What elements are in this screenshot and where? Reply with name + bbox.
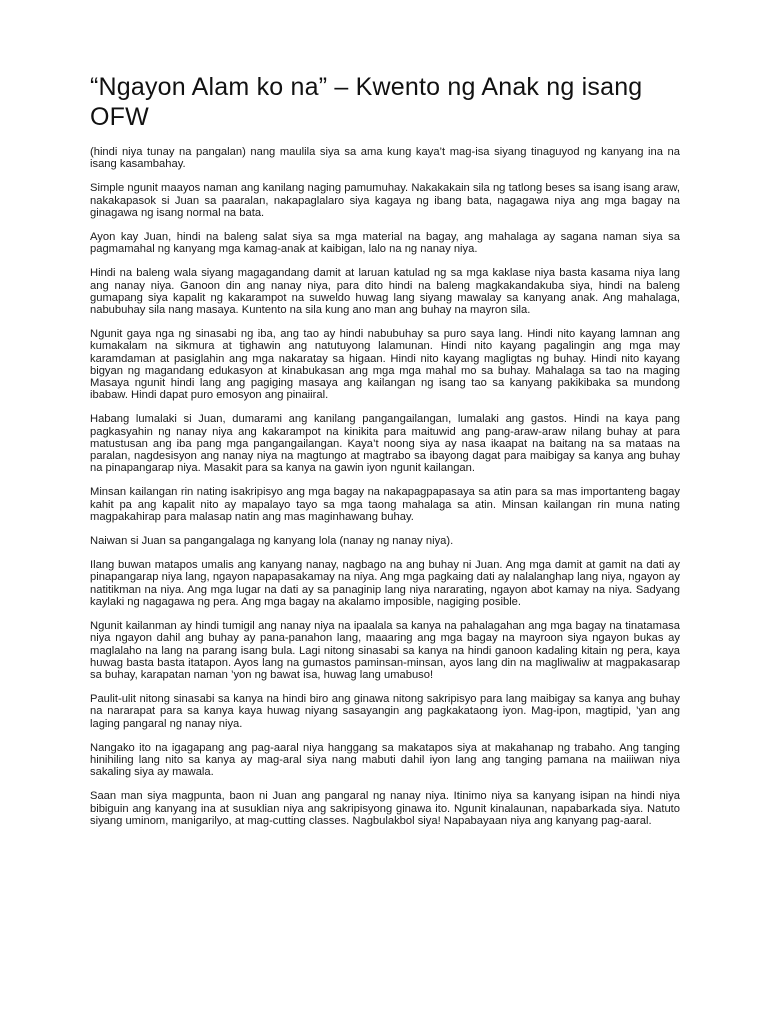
document-body	[90, 146, 680, 827]
paragraph: Saan man siya magpunta, baon ni Juan ang pangaral ng nanay niya. Itinimo niya sa kanyang isipan na hindi niya bibiguin ang kanyang ina at susuklian niya ang sakripisyong ginawa ito. Ngunit kinalaunan, napabarkada siya. Natuto siyang uminom, manigarilyo, at mag-cutting classes. Nagbulakbol siya! Napabayaan niya ang kanyang pag-aaral.	[90, 790, 680, 827]
paragraph: Minsan kailangan rin nating isakripisyo ang mga bagay na nakapagpapasaya sa atin para sa mas importanteng bagay kahit pa ang kapalit nito ay mapalayo tayo sa mga taong mahalaga sa atin. Minsan kailangan rin muna nating magpakahirap para malasap natin ang mas maginhawang buhay.	[90, 486, 680, 523]
paragraph: Paulit-ulit nitong sinasabi sa kanya na hindi biro ang ginawa nitong sakripisyo para lang maibigay sa kanya ang buhay na nararapat para sa kanya kaya huwag niyang sasayangin ang pagkakataong iyon. Mag-ipon, magtipid, ’yan ang laging pangaral ng nanay niya.	[90, 693, 680, 730]
paragraph: Ilang buwan matapos umalis ang kanyang nanay, nagbago na ang buhay ni Juan. Ang mga damit at gamit na dati ay pinapangarap niya lang, ngayon napapasakamay na niya. Ang mga pagkaing dati ay nalalanghap lang niya, ngayon ay natitikman na niya. Ang mga lugar na dati ay sa panaginip lang niya nararating, ngayon abot kamay na niya. Sadyang kaylaki ng nagagawa ng pera. Ang mga bagay na akalamo imposible, nagiging posible.	[90, 559, 680, 608]
document-title: “Ngayon Alam ko na” – Kwento ng Anak ng isang OFW	[90, 73, 643, 131]
paragraph: (hindi niya tunay na pangalan) nang maulila siya sa ama kung kaya’t mag-isa siyang tinaguyod ng kanyang ina na isang kasambahay.	[90, 146, 680, 171]
paragraph: Ngunit gaya nga ng sinasabi ng iba, ang tao ay hindi nabubuhay sa puro saya lang. Hindi nito kayang lamnan ang kumakalam na sikmura at tighawin ang natutuyong lalamunan. Hindi nito kayang pagalingin ang mga may karamdaman at pasiglahin ang mga nakaratay sa higaan. Hindi nito kayang magligtas ng buhay. Hindi nito kayang bigyan ng magandang edukasyon at kinabukasan ang mga mga mahal mo sa buhay. Mahalaga sa tao na maging Masaya ngunit hindi lang ang pagiging masaya ang kailangan ng isang tao sa kanyang pakikibaka sa mundong ibabaw. Hindi dapat puro emosyon ang pinaiiral.	[90, 328, 680, 402]
paragraph: Ngunit kailanman ay hindi tumigil ang nanay niya na ipaalala sa kanya na pahalagahan ang mga bagay na tinatamasa niya ngayon dahil ang buhay ay pana-panahon lang, maaaring ang mga bagay na mayroon siya ngayon bukas ay maglalaho na lang na parang isang bula. Lagi nitong sinasabi sa kanya na hindi ganoon kadaling kitain ng pera, kaya huwag basta basta itatapon. Ayos lang na gumastos paminsan-minsan, ayos lang din na magliwaliw at magpakasarap sa buhay, karapatan naman ’yon ng bawat isa, huwag lang umabuso!	[90, 620, 680, 681]
paragraph: Simple ngunit maayos naman ang kanilang naging pamumuhay. Nakakakain sila ng tatlong beses sa isang isang araw, nakakapasok si Juan sa paaralan, nakapaglalaro siya kagaya ng ibang bata, nagagawa niya ang mga bagay na ginagawa ng isang normal na bata.	[90, 182, 680, 219]
paragraph: Ayon kay Juan, hindi na baleng salat siya sa mga material na bagay, ang mahalaga ay sagana naman siya sa pagmamahal ng kanyang mga kamag-anak at kaibigan, lalo na ng nanay niya.	[90, 231, 680, 256]
paragraph: Nangako ito na igagapang ang pag-aaral niya hanggang sa makatapos siya at makahanap ng trabaho. Ang tanging hinihiling lang nito sa kanya ay mag-aral siya nang mabuti dahil iyon lang ang tanging pamana na maiiiwan niya sakaling siya ay mawala.	[90, 741, 680, 779]
paragraph: Naiwan si Juan sa pangangalaga ng kanyang lola (nanay ng nanay niya).	[90, 535, 454, 548]
paragraph: Hindi na baleng wala siyang magagandang damit at laruan katulad ng sa mga kaklase niya basta kasama niya lang ang nanay niya. Ganoon din ang nanay niya, para dito hindi na baleng magkakandakuba siya, hindi na baleng gumapang siya kapalit ng kakarampot na suweldo huwag lang siyang mawalay sa kanyang anak. Ang mahalaga, nabubuhay sila nang masaya. Kuntento na sila kung ano man ang buhay na mayron sila.	[90, 267, 680, 317]
paragraph: Habang lumalaki si Juan, dumarami ang kanilang pangangailangan, lumalaki ang gastos. Hindi na kaya pang pagkasyahin ng nanay niya ang kakarampot na kinikita para maituwid ang pang-araw-araw nilang buhay at para matustusan ang iba pang mga pangangailangan. Kaya’t noong siya ay nasa ikaapat na baitang na sa mataas na paralan, nagdesisyon ang nanay niya na magtungo at magtrabo sa ibayong dagat para maibigay sa kanya ang buhay na pinapangarap niya. Masakit para sa kanya na gawin iyon ngunit kailangan.	[90, 413, 680, 475]
